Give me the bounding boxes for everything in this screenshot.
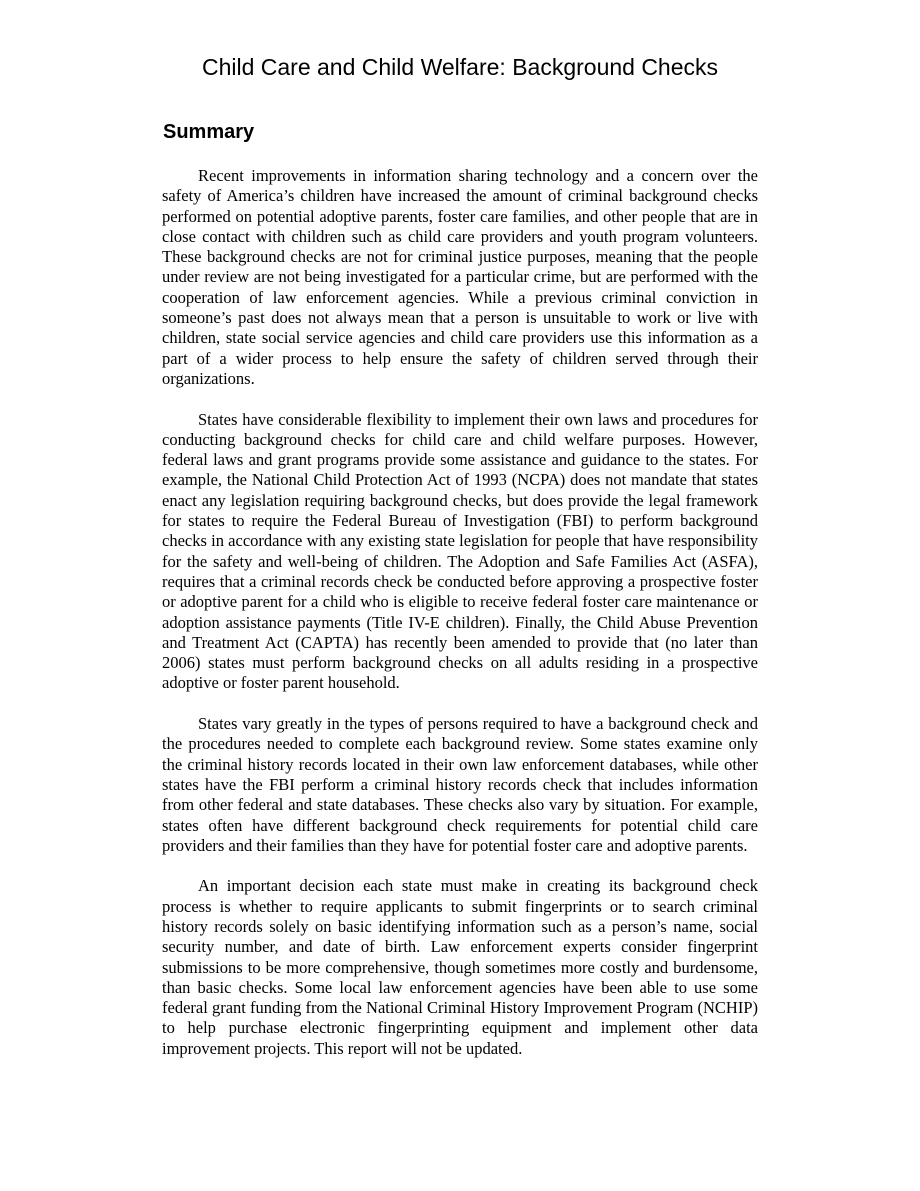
summary-paragraph: States have considerable flexibility to implement their own laws and procedures for conducting background checks for child care and child welfare purposes. However, federal laws and grant programs provide some assistance and guidance to the states. For example, the National Child Protection Act of 1993 (NCPA) does not mandate that states enact any legislation requiring background checks, but does provide the legal framework for states to require the Federal Bureau of Investigation (FBI) to perform background checks in accordance with any existing state legislation for people that have responsibility for the safety and well-being of children. The Adoption and Safe Families Act (ASFA), requires that a criminal records check be conducted before approving a prospective foster or adoptive parent for a child who is eligible to receive federal foster care maintenance or adoption assistance payments (Title IV-E children). Finally, the Child Abuse Prevention and Treatment Act (CAPTA) has recently been amended to provide that (no later than 2006) states must perform background checks on all adults residing in a prospective adoptive or foster parent household. <box>162 409 758 693</box>
summary-paragraph: Recent improvements in information sharing technology and a concern over the safety of America’s children have increased the amount of criminal background checks performed on potential adoptive parents, foster care families, and other people that are in close contact with children such as child care providers and youth program volunteers. These background checks are not for criminal justice purposes, meaning that the people under review are not being investigated for a particular crime, but are performed with the cooperation of law enforcement agencies. While a previous criminal conviction in someone’s past does not always mean that a person is unsuitable to work or live with children, state social service agencies and child care providers use this information as a part of a wider process to help ensure the safety of children served through their organizations. <box>162 166 758 388</box>
section-heading-summary: Summary <box>163 121 255 143</box>
summary-body <box>162 166 758 1079</box>
document-title: Child Care and Child Welfare: Background Checks <box>201 54 719 80</box>
summary-paragraph: An important decision each state must make in creating its background check process is whether to require applicants to submit fingerprints or to search criminal history records solely on basic identifying information such as a person’s name, social security number, and date of birth. Law enforcement experts consider fingerprint submissions to be more comprehensive, though sometimes more costly and burdensome, than basic checks. Some local law enforcement agencies have been able to use some federal grant funding from the National Criminal History Improvement Program (NCHIP) to help purchase electronic fingerprinting equipment and implement other data improvement projects. This report will not be updated. <box>162 876 758 1058</box>
summary-paragraph: States vary greatly in the types of persons required to have a background check and the procedures needed to complete each background review. Some states examine only the criminal history records located in their own law enforcement databases, while other states have the FBI perform a criminal history records check that includes information from other federal and state databases. These checks also vary by situation. For example, states often have different background check requirements for potential child care providers and their families than they have for potential foster care and adoptive parents. <box>162 714 758 855</box>
